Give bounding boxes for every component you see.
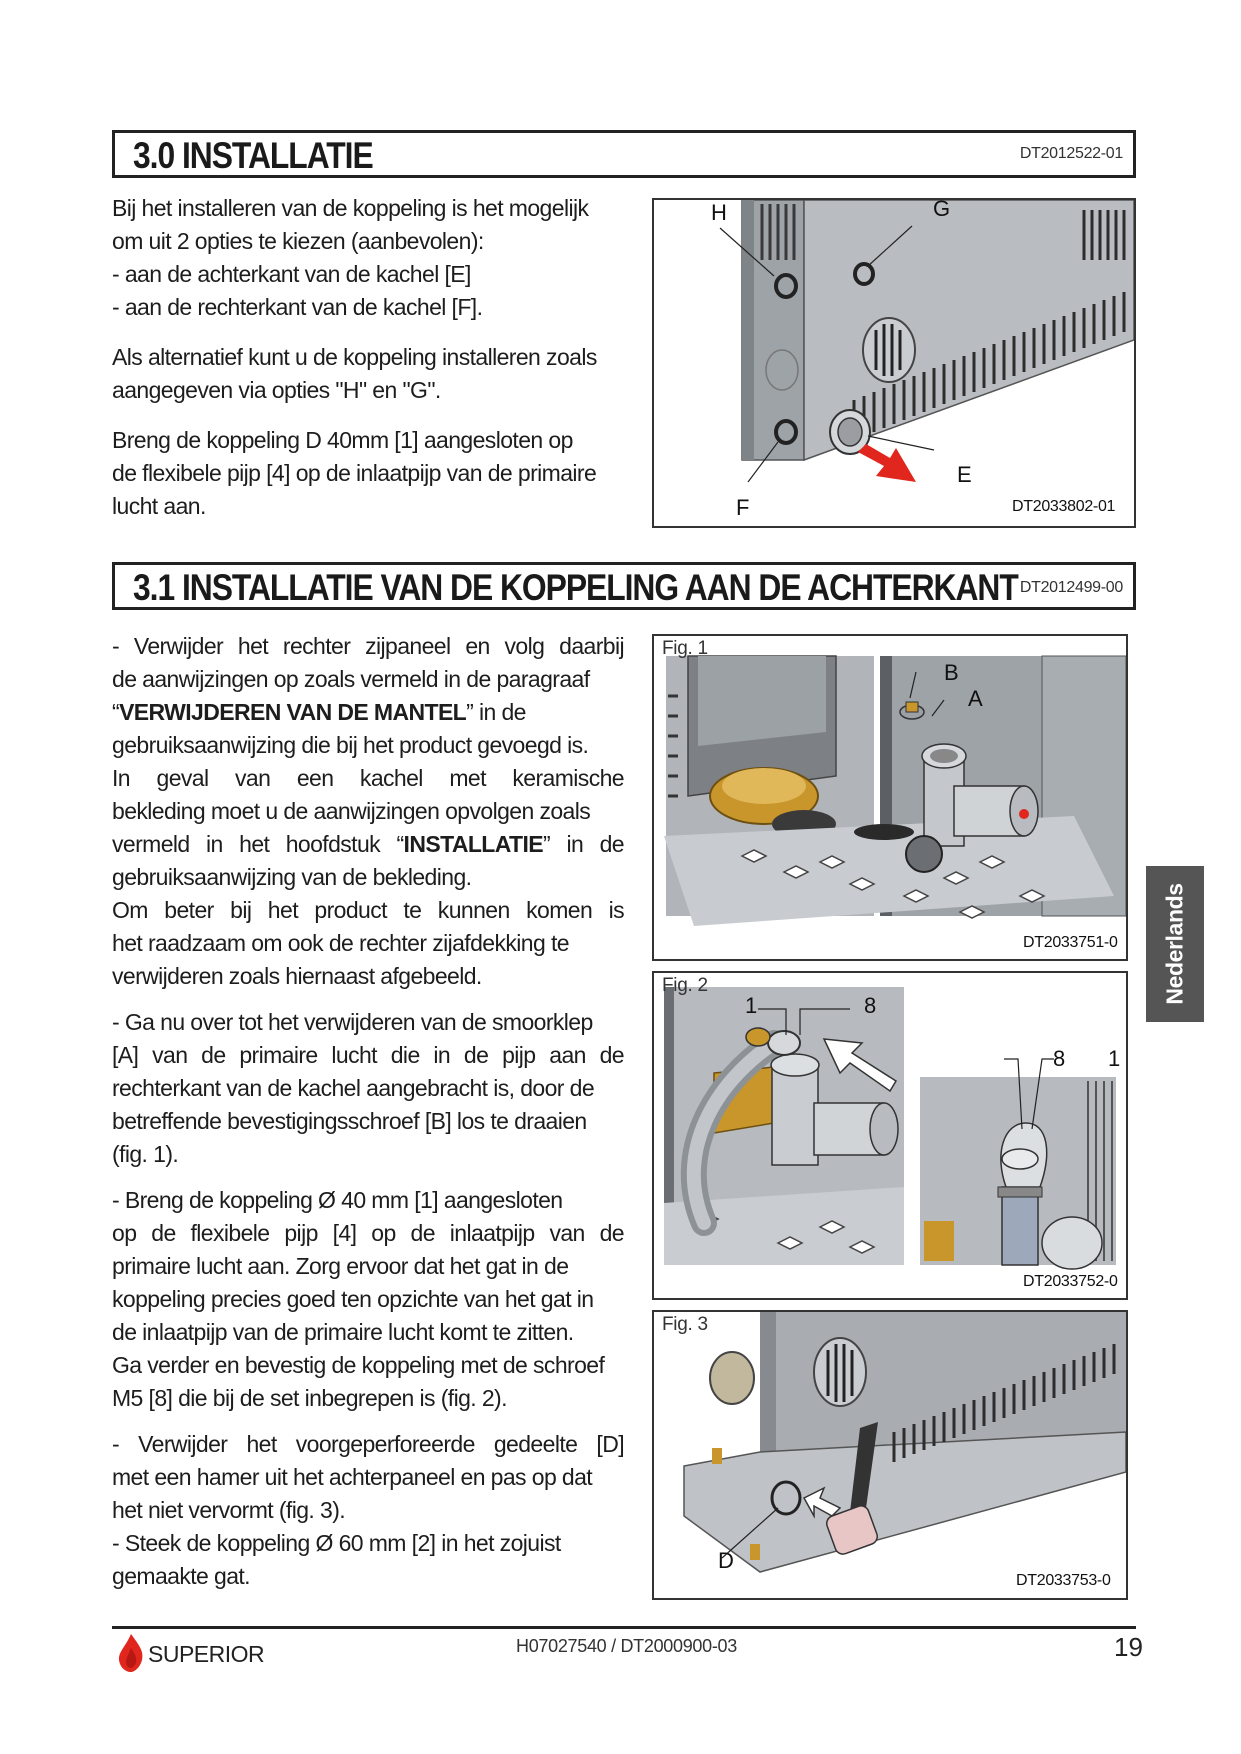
figure-code: DT2033802-01 <box>1012 498 1116 515</box>
callout-1-right: 1 <box>1108 1046 1121 1071</box>
stove-rear-illustration <box>654 200 1134 526</box>
section-2-text <box>112 630 624 1593</box>
paragraph: Als alternatief kunt u de koppeling installeren zoals aangegeven via opties "H" en "G". <box>112 344 597 403</box>
fig1-label: Fig. 1 <box>662 638 708 659</box>
figure-3 <box>652 1310 1128 1600</box>
section-header-installatie <box>112 130 1136 178</box>
section-header-achterkant <box>112 562 1136 610</box>
figure-stove-rear <box>652 198 1136 528</box>
fig3-code: DT2033753-0 <box>1016 1572 1111 1589</box>
callout-g: G <box>933 198 951 221</box>
callout-a: A <box>968 686 983 711</box>
fig2-illustration <box>654 973 1126 1298</box>
section-title: 3.0 INSTALLATIE <box>133 135 373 176</box>
page-number: 19 <box>1114 1632 1143 1662</box>
callout-h: H <box>711 200 727 225</box>
brand-name: SUPERIOR <box>148 1641 265 1667</box>
fig1-illustration <box>654 636 1126 959</box>
fig1-code: DT2033751-0 <box>1023 934 1118 951</box>
callout-d: D <box>718 1548 734 1573</box>
section-title: 3.1 INSTALLATIE VAN DE KOPPELING AAN DE ACHTERKANT <box>133 567 1018 608</box>
fig3-label: Fig. 3 <box>662 1314 708 1335</box>
section-code: DT2012499-00 <box>1019 579 1123 596</box>
callout-8-right: 8 <box>1053 1046 1066 1071</box>
section-code: DT2012522-01 <box>1019 145 1123 162</box>
paragraph: - Verwijder het voorgeperforeerde gedeelte [D] met een hamer uit het achterpaneel en pas op dat het niet vervormt (fig. 3). - Steek de koppeling Ø 60 mm [2] in het zojuist gemaakte gat. <box>112 1431 624 1589</box>
callout-1: 1 <box>745 993 758 1018</box>
fig2-code: DT2033752-0 <box>1023 1273 1118 1290</box>
figure-2 <box>652 971 1128 1300</box>
paragraph: Breng de koppeling D 40mm [1] aangesloten op de flexibele pijp [4] op de inlaatpijp van de primaire lucht aan. <box>112 427 597 519</box>
fig2-label: Fig. 2 <box>662 975 708 996</box>
paragraph: Bij het installeren van de koppeling is het mogelijk om uit 2 opties te kiezen (aanbevolen): - aan de achterkant van de kachel [E] - aan de rechterkant van de kachel [F]. <box>112 195 589 320</box>
paragraph: - Ga nu over tot het verwijderen van de smoorklep [A] van de primaire lucht die in de pijp aan de rechterkant van de kachel aangebracht is, door de betreffende bevestigingsschroef [B] los te draaien (fig. 1). <box>112 1009 624 1167</box>
paragraph: - Verwijder het rechter zijpaneel en volg daarbij de aanwijzingen op zoals vermeld in de paragraaf “VERWIJDEREN VAN DE MANTEL” in de gebruiksaanwijzing die bij het product gevoegd is. In geval van een kachel met keramische bekleding moet u de aanwijzingen opvolgen zoals vermeld in het hoofdstuk “INSTALLATIE” in de gebruiksaanwijzing van de bekleding. Om beter bij het product te kunnen komen is het raadzaam om ook de rechter zijafdekking te verwijderen zoals hiernaast afgebeeld. <box>112 633 624 989</box>
footer-rule <box>112 1626 1136 1629</box>
callout-e: E <box>957 462 972 487</box>
callout-8: 8 <box>864 993 877 1018</box>
document-code: H07027540 / DT2000900-03 <box>516 1636 737 1656</box>
language-tab <box>1146 866 1204 1022</box>
section-1-text <box>112 192 652 523</box>
paragraph: - Breng de koppeling Ø 40 mm [1] aangesloten op de flexibele pijp [4] op de inlaatpijp van de primaire lucht aan. Zorg ervoor dat het gat in de koppeling precies goed ten opzichte van het gat in de inlaatpijp van de primaire lucht komt te zitten. Ga verder en bevestig de koppeling met de schroef M5 [8] die bij de set inbegrepen is (fig. 2). <box>112 1187 624 1411</box>
callout-b: B <box>944 660 959 685</box>
figure-1 <box>652 634 1128 961</box>
callout-f: F <box>736 495 750 520</box>
language-tab-label: Nederlands <box>1161 883 1188 1005</box>
superior-logo-icon <box>118 1634 144 1672</box>
